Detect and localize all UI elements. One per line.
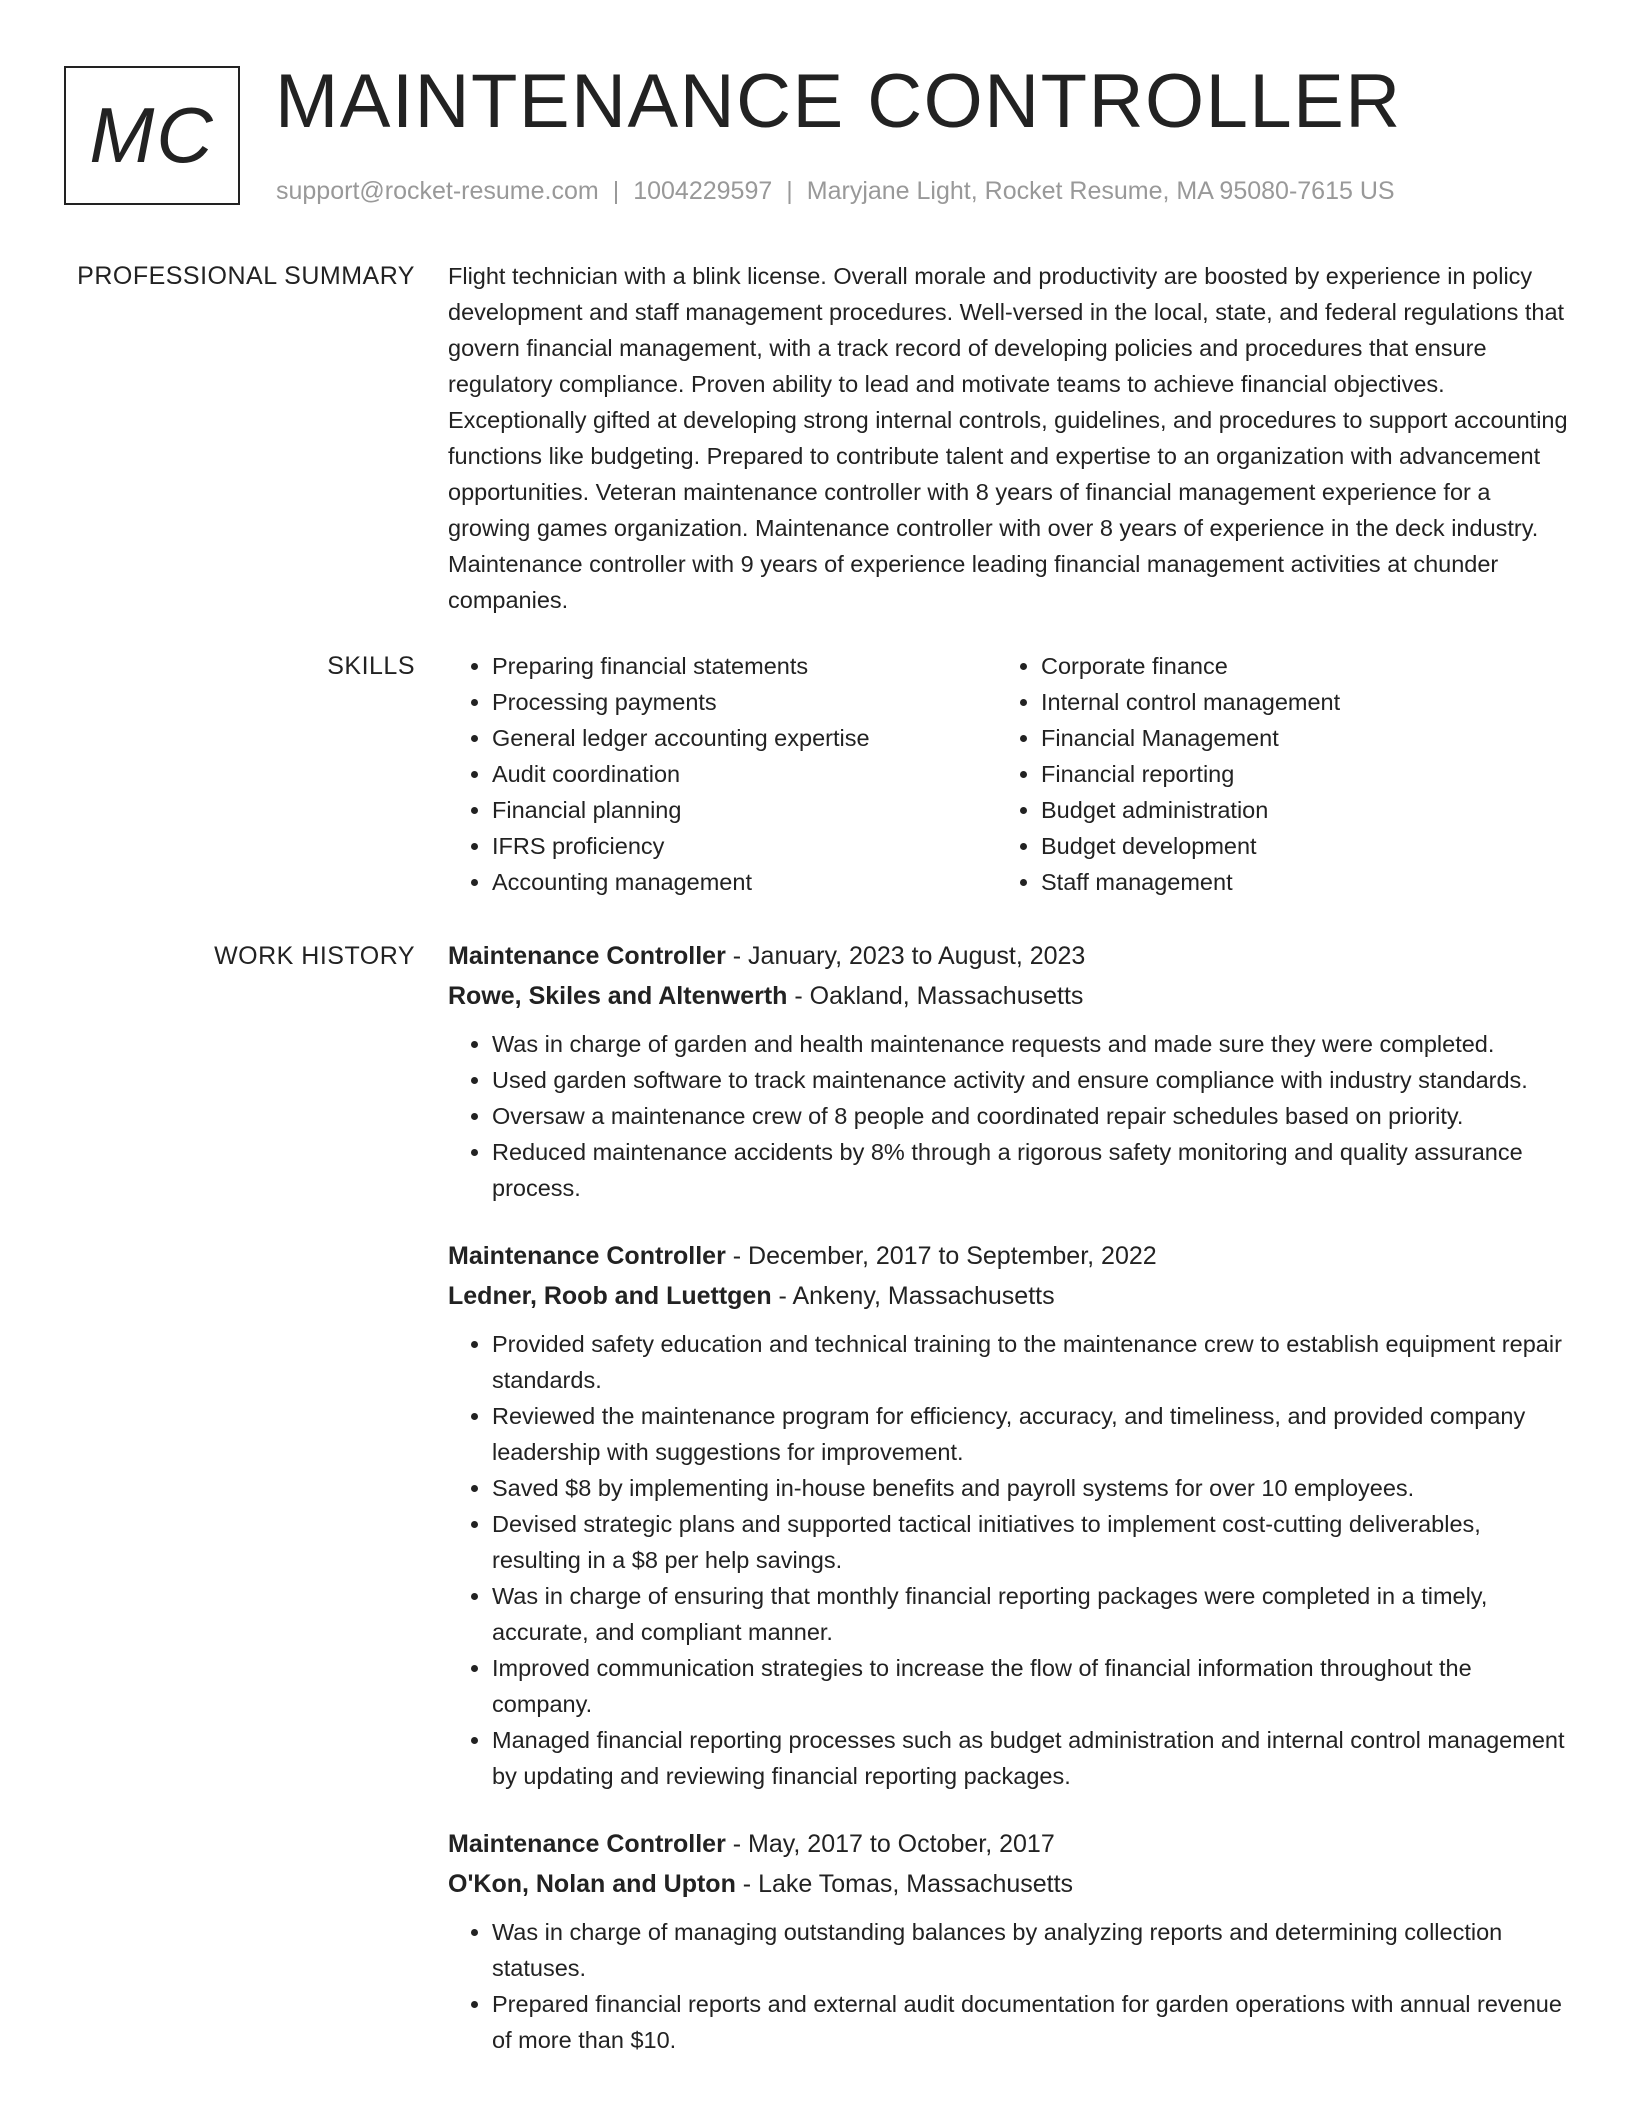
skill-item: • Budget development <box>1041 828 1546 864</box>
summary-section <box>448 258 1568 618</box>
skill-item: • Internal control management <box>1041 684 1546 720</box>
monogram-text: MC <box>89 91 215 179</box>
job-entry <box>448 1824 1568 2058</box>
job-bullet: • Managed financial reporting processes such as budget administration and internal control management by updating and reviewing financial reporting packages. <box>492 1722 1568 1794</box>
skill-item: • General ledger accounting expertise <box>492 720 997 756</box>
section-label-work-history: WORK HISTORY <box>214 942 415 970</box>
contact-email[interactable]: support@rocket-resume.com <box>276 177 599 205</box>
job-title: Maintenance Controller <box>448 1242 726 1270</box>
job-bullet: • Improved communication strategies to increase the flow of financial information throughout the company. <box>492 1650 1568 1722</box>
job-bullet: • Prepared financial reports and external audit documentation for garden operations with annual revenue of more than $10. <box>492 1986 1568 2058</box>
contact-separator: | <box>612 177 620 205</box>
job-company: Ledner, Roob and Luettgen <box>448 1282 772 1310</box>
skill-item: • Preparing financial statements <box>492 648 997 684</box>
job-title: Maintenance Controller <box>448 942 726 970</box>
job-bullet: • Reviewed the maintenance program for efficiency, accuracy, and timeliness, and provided company leadership with suggestions for improvement. <box>492 1398 1568 1470</box>
job-bullet: • Saved $8 by implementing in-house benefits and payroll systems for over 10 employees. <box>492 1470 1568 1506</box>
skills-grid <box>448 648 1568 900</box>
contact-phone[interactable]: 1004229597 <box>633 177 773 205</box>
job-title-line <box>448 936 1568 976</box>
job-bullet: • Devised strategic plans and supported tactical initiatives to implement cost-cutting deliverables, resulting in a $8 per help savings. <box>492 1506 1568 1578</box>
job-bullet: • Used garden software to track maintenance activity and ensure compliance with industry standards. <box>492 1062 1568 1098</box>
section-label-skills: SKILLS <box>327 652 415 680</box>
skill-item: • Financial reporting <box>1041 756 1546 792</box>
job-company-line <box>448 976 1568 1016</box>
job-bullet: • Was in charge of ensuring that monthly financial reporting packages were completed in a timely, accurate, and compliant manner. <box>492 1578 1568 1650</box>
job-company-line <box>448 1864 1568 1904</box>
summary-text: Flight technician with a blink license. Overall morale and productivity are boosted by experience in policy development and staff management procedures. Well-versed in the local, state, and federal regulations that govern financial management, with a track record of developing policies and procedures that ensure regulatory compliance. Proven ability to lead and motivate teams to achieve financial objectives. Exceptionally gifted at developing strong internal controls, guidelines, and procedures to support accounting functions like budgeting. Prepared to contribute talent and expertise to an organization with advancement opportunities. Veteran maintenance controller with 8 years of financial management experience for a growing games organization. Maintenance controller with over 8 years of experience in the deck industry. Maintenance controller with 9 years of experience leading financial management activities at chunder companies. <box>448 263 1568 613</box>
job-bullet: • Was in charge of garden and health maintenance requests and made sure they were completed. <box>492 1026 1568 1062</box>
job-company: Rowe, Skiles and Altenwerth <box>448 982 788 1010</box>
job-company-line <box>448 1276 1568 1316</box>
job-dates: - January, 2023 to August, 2023 <box>725 942 1086 970</box>
contact-separator: | <box>786 177 793 205</box>
job-title-line <box>448 1236 1568 1276</box>
job-location: - Lake Tomas, Massachusetts <box>735 1870 1074 1898</box>
job-bullet: • Was in charge of managing outstanding balances by analyzing reports and determining collection statuses. <box>492 1914 1568 1986</box>
job-location: - Ankeny, Massachusetts <box>771 1282 1055 1310</box>
job-company: O'Kon, Nolan and Upton <box>448 1870 736 1898</box>
job-entry <box>448 1236 1568 1794</box>
skills-list-left <box>448 648 997 900</box>
skill-item: • Financial Management <box>1041 720 1546 756</box>
skill-item: • Staff management <box>1041 864 1546 900</box>
skill-item: • Accounting management <box>492 864 997 900</box>
job-bullet: • Reduced maintenance accidents by 8% through a rigorous safety monitoring and quality assurance process. <box>492 1134 1568 1206</box>
skill-item: • Budget administration <box>1041 792 1546 828</box>
contact-address: Maryjane Light, Rocket Resume, MA 95080-7615 US <box>806 177 1395 205</box>
candidate-name: MAINTENANCE CONTROLLER <box>275 59 1402 144</box>
skill-item: • IFRS proficiency <box>492 828 997 864</box>
job-bullet-list <box>448 1326 1568 1794</box>
skills-section <box>448 648 1568 900</box>
job-dates: - December, 2017 to September, 2022 <box>725 1242 1157 1270</box>
skill-item: • Processing payments <box>492 684 997 720</box>
job-bullet-list <box>448 1914 1568 2058</box>
job-title-line <box>448 1824 1568 1864</box>
skill-item: • Audit coordination <box>492 756 997 792</box>
contact-line <box>276 174 1395 208</box>
job-entry <box>448 936 1568 1206</box>
skill-item: • Financial planning <box>492 792 997 828</box>
job-bullet-list <box>448 1026 1568 1206</box>
job-title: Maintenance Controller <box>448 1830 726 1858</box>
skills-list-right <box>997 648 1546 900</box>
monogram-badge <box>64 66 240 205</box>
section-label-summary: PROFESSIONAL SUMMARY <box>77 262 415 290</box>
job-bullet: • Oversaw a maintenance crew of 8 people and coordinated repair schedules based on priority. <box>492 1098 1568 1134</box>
skill-item: • Corporate finance <box>1041 648 1546 684</box>
work-history-section <box>448 936 1568 2088</box>
job-bullet: • Provided safety education and technical training to the maintenance crew to establish equipment repair standards. <box>492 1326 1568 1398</box>
job-dates: - May, 2017 to October, 2017 <box>725 1830 1055 1858</box>
job-location: - Oakland, Massachusetts <box>787 982 1084 1010</box>
